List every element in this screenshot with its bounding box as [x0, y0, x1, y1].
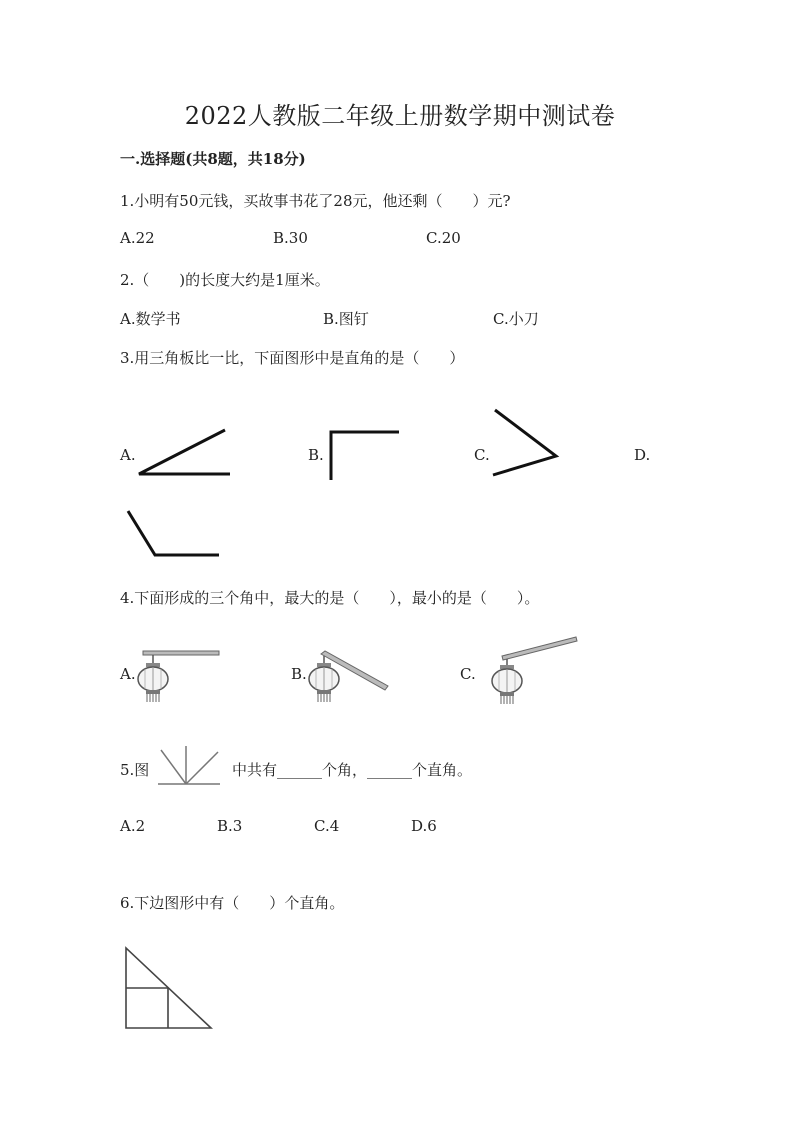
question-3-stem: 3.用三角板比一比，下面图形中是直角的是（ ）: [120, 349, 465, 367]
question-5-stem-suffix: 中共有______个角，______个直角。: [232, 761, 473, 779]
section-heading: 一.选择题(共8题，共18分): [120, 150, 306, 168]
q4-option-b[interactable]: B.: [291, 665, 307, 683]
q4-option-a[interactable]: A.: [120, 665, 136, 683]
q5-option-a[interactable]: A.2: [120, 817, 146, 835]
question-5-stem-prefix: 5.图: [120, 761, 150, 779]
question-6-stem: 6.下边图形中有（ ）个直角。: [120, 894, 345, 912]
q2-option-c[interactable]: C.小刀: [493, 310, 539, 328]
q5-option-d[interactable]: D.6: [411, 817, 437, 835]
q3-option-a[interactable]: A.: [120, 446, 136, 464]
q5-option-b[interactable]: B.3: [217, 817, 243, 835]
q1-option-c[interactable]: C.20: [426, 229, 461, 247]
q1-option-a[interactable]: A.22: [120, 229, 155, 247]
q3-option-d[interactable]: D.: [634, 446, 651, 464]
q2-option-a[interactable]: A.数学书: [120, 310, 181, 328]
q3-option-c[interactable]: C.: [474, 446, 490, 464]
page-title: 2022人教版二年级上册数学期中测试卷: [184, 102, 616, 130]
q1-option-b[interactable]: B.30: [273, 229, 308, 247]
q5-option-c[interactable]: C.4: [314, 817, 340, 835]
question-4-stem: 4.下面形成的三个角中，最大的是（ ），最小的是（ ）。: [120, 589, 540, 607]
question-2-stem: 2.（ )的长度大约是1厘米。: [120, 271, 330, 289]
q4-option-c[interactable]: C.: [460, 665, 476, 683]
q3-option-b[interactable]: B.: [308, 446, 324, 464]
question-1-stem: 1.小明有50元钱，买故事书花了28元，他还剩（ ）元?: [120, 192, 511, 210]
q2-option-b[interactable]: B.图钉: [323, 310, 369, 328]
